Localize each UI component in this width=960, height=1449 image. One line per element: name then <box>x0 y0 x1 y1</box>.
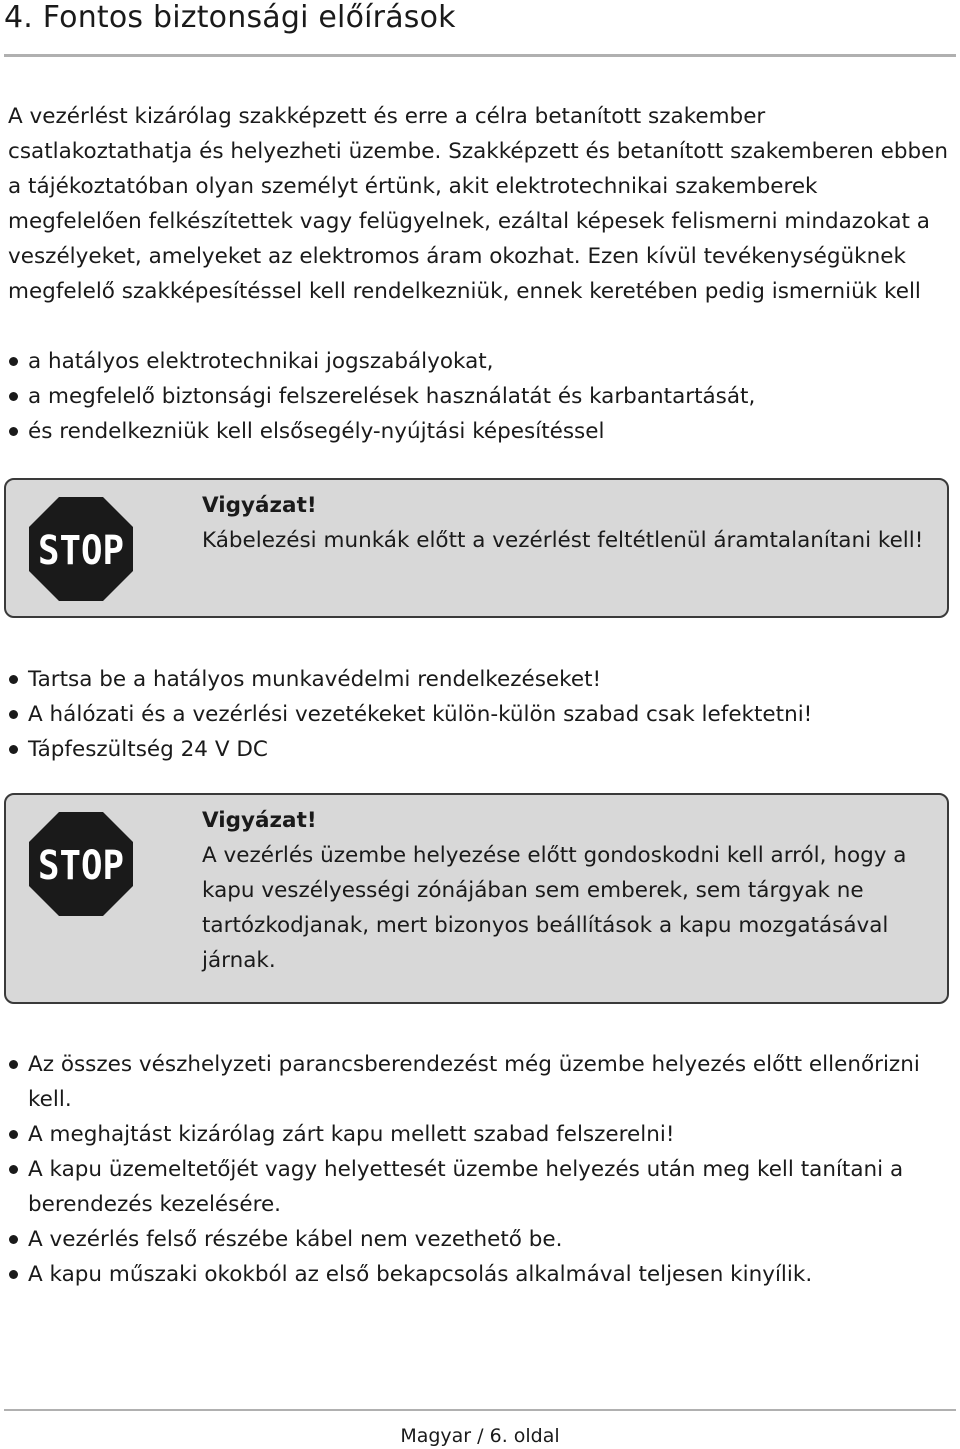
warning-box-cabling <box>4 478 949 618</box>
intro-paragraph: A vezérlést kizárólag szakképzett és erre a célra betanított szakember csatlakoztathatja és helyezheti üzembe. Szakképzett és betanított szakemberen ebben a tájékoztatóban olyan személyt értünk, akit elektrotechnikai szakemberek megfelelően felkészítettek vagy felügyelnek, ezáltal képesek felismerni mindazokat a veszélyeket, amelyeket az elektromos áram okozhat. Ezen kívül tevékenységüknek megfelelő szakképesítéssel kell rendelkezniük, ennek keretében pedig ismerniük kell <box>8 104 948 304</box>
operation-rules-list <box>8 1047 952 1292</box>
warning-box-startup <box>4 793 949 1004</box>
list-item: A meghajtást kizárólag zárt kapu mellett szabad felszerelni! <box>8 1117 952 1152</box>
page-footer: Magyar / 6. oldal <box>400 1425 560 1447</box>
list-item: A kapu üzemeltetőjét vagy helyettesét üzembe helyezés után meg kell tanítani a berendezés kezelésére. <box>8 1152 952 1222</box>
list-item: és rendelkezniük kell elsősegély-nyújtási képesítéssel <box>8 414 952 449</box>
warning-text: Kábelezési munkák előtt a vezérlést feltétlenül áramtalanítani kell! <box>202 528 924 553</box>
heading-divider <box>4 54 956 57</box>
footer-divider <box>4 1409 956 1411</box>
list-item: a hatályos elektrotechnikai jogszabályokat, <box>8 344 952 379</box>
svg-text:STOP: STOP <box>38 528 124 574</box>
safety-rules-list <box>8 662 952 767</box>
svg-text:STOP: STOP <box>38 843 124 889</box>
list-item: a megfelelő biztonsági felszerelések használatát és karbantartását, <box>8 379 952 414</box>
list-item: Az összes vészhelyzeti parancsberendezést még üzembe helyezés előtt ellenőrizni kell. <box>8 1047 952 1117</box>
stop-sign-icon <box>28 496 134 602</box>
warning-title: Vigyázat! <box>202 808 317 833</box>
list-item: Tápfeszültség 24 V DC <box>8 732 952 767</box>
list-item: A hálózati és a vezérlési vezetékeket külön-külön szabad csak lefektetni! <box>8 697 952 732</box>
stop-sign-icon <box>28 811 134 917</box>
list-item: Tartsa be a hatályos munkavédelmi rendelkezéseket! <box>8 662 952 697</box>
qualification-list <box>8 344 952 449</box>
list-item: A kapu műszaki okokból az első bekapcsolás alkalmával teljesen kinyílik. <box>8 1257 952 1292</box>
section-heading: 4. Fontos biztonsági előírások <box>4 0 456 35</box>
warning-title: Vigyázat! <box>202 493 317 518</box>
list-item: A vezérlés felső részébe kábel nem vezethető be. <box>8 1222 952 1257</box>
warning-text: A vezérlés üzembe helyezése előtt gondoskodni kell arról, hogy a kapu veszélyességi zónájában sem emberek, sem tárgyak ne tartózkodjanak, mert bizonyos beállítások a kapu mozgatásával járnak. <box>202 843 907 973</box>
